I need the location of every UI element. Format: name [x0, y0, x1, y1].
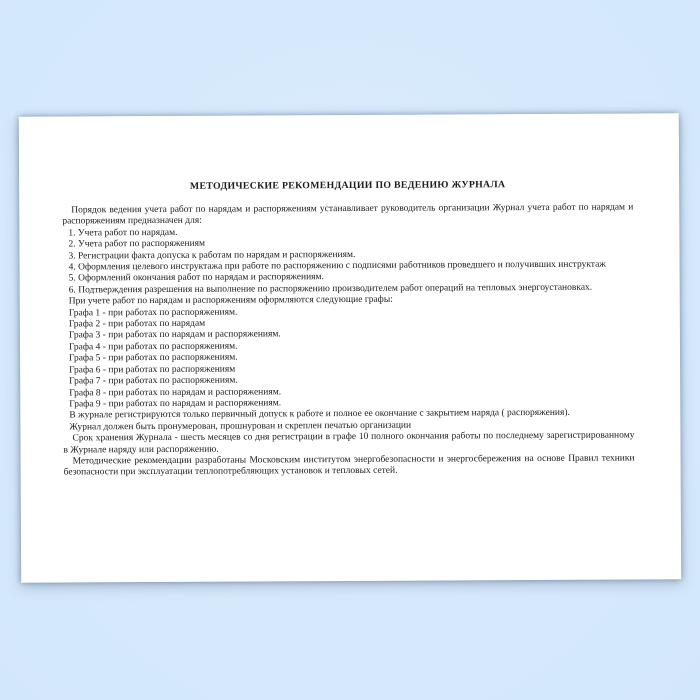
document-title: МЕТОДИЧЕСКИЕ РЕКОМЕНДАЦИИ ПО ВЕДЕНИЮ ЖУРНАЛА [189, 179, 506, 192]
intro-paragraph: Порядок ведения учета работ по нарядам и распоряжениям устанавливает руководитель организации Журнал учета работ по нарядам и распоряжениям предназначен для: [62, 202, 634, 227]
grafa-line-2: Графа 2 - при работах по нарядам [68, 318, 206, 330]
grafa-line-5: Графа 5 - при работах по распоряжениям. [69, 352, 238, 364]
grafa-line-6: Графа 6 - при работах по распоряжениям [69, 364, 236, 376]
numbered-item-6: 6. Подтверждения разрешения на выполнение по распоряжению производителем работ операций на тепловых энергоустановках. [68, 282, 593, 296]
grafa-line-3: Графа 3 - при работах по нарядам и распоряжениям. [68, 329, 281, 341]
grafa-line-9: Графа 9 - при работах по нарядам и распоряжениям. [69, 398, 282, 410]
numbered-item-4: 4. Оформления целевого инструктажа при работе по распоряжению с подписями работников проведшего и получивших инструктаж [68, 259, 606, 273]
document-page [19, 113, 681, 582]
note-registration: В журнале регистрируются только первичный допуск к работе и полное ее окончание с закрытием наряда ( распоряжения). [69, 408, 570, 421]
numbered-item-5: 5. Оформлений окончания работ по нарядам и распоряжениям. [68, 272, 324, 284]
grafa-line-8: Графа 8 - при работах по нарядам и распоряжениям. [69, 386, 282, 398]
developers-paragraph: Методические рекомендации разработаны Московским институтом энергобезопасности и энергосбережения на основе Правил техники безопасности при эксплуатации теплопотребляющих установок и тепловых сетей. [63, 453, 635, 478]
grafy-intro-line: При учете работ по нарядам и распоряжениям оформляются следующие графы: [68, 295, 393, 307]
grafa-line-1: Графа 1 - при работах по распоряжениям. [68, 307, 238, 319]
numbered-item-2: 2. Учета работ по распоряжениям [68, 238, 206, 250]
grafa-line-4: Графа 4 - при работах по распоряжениям. [68, 341, 238, 353]
grafa-line-7: Графа 7 - при работах по распоряжениям. [69, 375, 238, 387]
storage-term-paragraph: Срок хранения Журнала - шесть месяцев со дня регистрации в графе 10 полного окончания работы по последнему зарегистрированному в Журнале наряду или распоряжению. [63, 430, 635, 456]
note-numbering: Журнал должен быть пронумерован, прошнурован и скреплен печатью организации [69, 420, 412, 433]
numbered-item-1: 1. Учета работ по нарядам. [68, 227, 178, 239]
numbered-item-3: 3. Регистрации факта допуска к работам по нарядам и распоряжениям. [68, 249, 356, 262]
